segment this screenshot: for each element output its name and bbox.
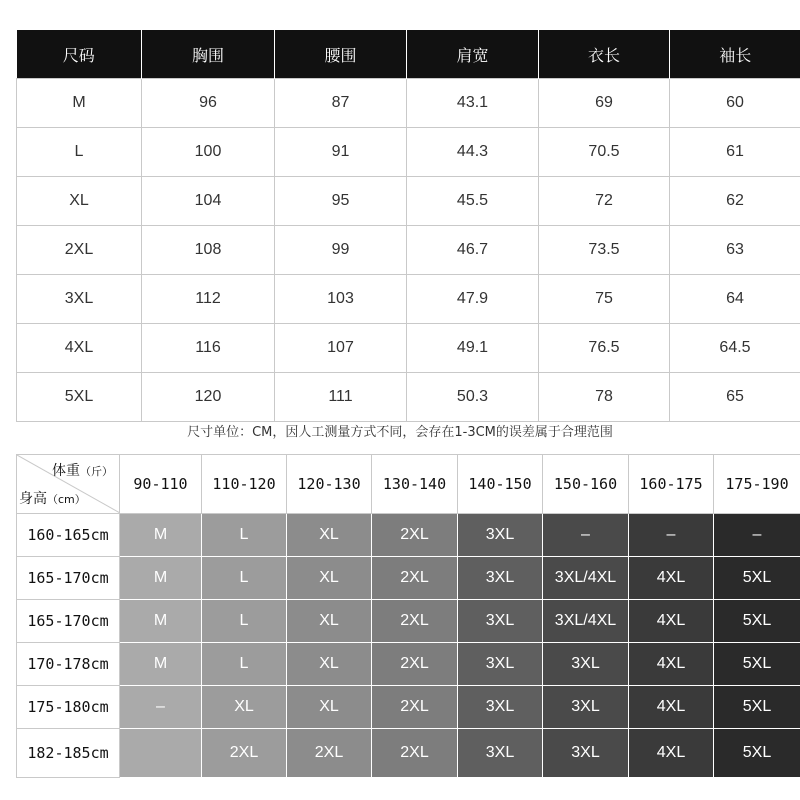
height-unit: （cm） bbox=[47, 493, 86, 506]
rec-table-row bbox=[17, 686, 800, 729]
recommended-size-cell: 5XL bbox=[714, 729, 800, 778]
weight-range-header: 150-160 bbox=[543, 455, 629, 514]
measurement-cell: 96 bbox=[142, 79, 275, 128]
size-recommendation-table bbox=[16, 454, 800, 778]
recommended-size-cell: L bbox=[202, 514, 287, 557]
measurement-cell: 104 bbox=[142, 177, 275, 226]
rec-table-body bbox=[17, 514, 800, 778]
recommended-size-cell: 3XL bbox=[458, 514, 543, 557]
measurement-cell: 103 bbox=[275, 275, 407, 324]
size-col-waist: 腰围 bbox=[275, 30, 407, 79]
size-table-header-row bbox=[17, 30, 800, 79]
recommended-size-cell: 5XL bbox=[714, 643, 800, 686]
recommended-size-cell: 2XL bbox=[372, 686, 458, 729]
recommended-size-cell: 3XL/4XL bbox=[543, 600, 629, 643]
rec-table-row bbox=[17, 514, 800, 557]
height-range-cell: 165-170cm bbox=[17, 557, 120, 600]
size-table-row bbox=[17, 324, 800, 373]
recommended-size-cell: XL bbox=[287, 686, 372, 729]
weight-label-text: 体重 bbox=[52, 463, 80, 479]
measurement-cell: 44.3 bbox=[407, 128, 539, 177]
measurement-cell: 100 bbox=[142, 128, 275, 177]
weight-range-header: 120-130 bbox=[287, 455, 372, 514]
weight-range-header: 160-175 bbox=[629, 455, 714, 514]
size-label-cell: XL bbox=[17, 177, 142, 226]
recommended-size-cell: XL bbox=[202, 686, 287, 729]
rec-table-row bbox=[17, 729, 800, 778]
measurement-cell: 99 bbox=[275, 226, 407, 275]
weight-range-header: 90-110 bbox=[120, 455, 202, 514]
measurement-cell: 50.3 bbox=[407, 373, 539, 422]
recommended-size-cell: 3XL/4XL bbox=[543, 557, 629, 600]
recommended-size-cell: 5XL bbox=[714, 686, 800, 729]
measurement-cell: 70.5 bbox=[539, 128, 670, 177]
measurement-cell: 78 bbox=[539, 373, 670, 422]
size-label-cell: 5XL bbox=[17, 373, 142, 422]
recommended-size-cell: – bbox=[629, 514, 714, 557]
height-range-cell: 165-170cm bbox=[17, 600, 120, 643]
measurement-cell: 72 bbox=[539, 177, 670, 226]
recommended-size-cell: 3XL bbox=[458, 729, 543, 778]
size-table bbox=[16, 30, 800, 422]
measurement-cell: 69 bbox=[539, 79, 670, 128]
measurement-cell: 62 bbox=[670, 177, 800, 226]
recommended-size-cell: 4XL bbox=[629, 600, 714, 643]
recommended-size-cell: 5XL bbox=[714, 600, 800, 643]
size-col-length: 衣长 bbox=[539, 30, 670, 79]
measurement-cell: 76.5 bbox=[539, 324, 670, 373]
height-range-cell: 175-180cm bbox=[17, 686, 120, 729]
height-range-cell: 182-185cm bbox=[17, 729, 120, 778]
recommended-size-cell: M bbox=[120, 557, 202, 600]
weight-unit: （斤） bbox=[80, 465, 113, 478]
measurement-cell: 61 bbox=[670, 128, 800, 177]
rec-table-row bbox=[17, 643, 800, 686]
recommended-size-cell: 3XL bbox=[543, 729, 629, 778]
measurement-cell: 45.5 bbox=[407, 177, 539, 226]
measurement-cell: 107 bbox=[275, 324, 407, 373]
size-label-cell: 3XL bbox=[17, 275, 142, 324]
recommended-size-cell: 3XL bbox=[458, 686, 543, 729]
recommended-size-cell: XL bbox=[287, 557, 372, 600]
size-label-cell: M bbox=[17, 79, 142, 128]
size-col-sleeve: 袖长 bbox=[670, 30, 800, 79]
measurement-cell: 47.9 bbox=[407, 275, 539, 324]
rec-table-row bbox=[17, 557, 800, 600]
recommended-size-cell: 2XL bbox=[372, 600, 458, 643]
recommended-size-cell: 2XL bbox=[372, 729, 458, 778]
measurement-cell: 116 bbox=[142, 324, 275, 373]
recommended-size-cell: L bbox=[202, 557, 287, 600]
recommended-size-cell: 3XL bbox=[543, 643, 629, 686]
size-table-row bbox=[17, 275, 800, 324]
rec-table-row bbox=[17, 600, 800, 643]
measurement-note: 尺寸单位：CM，因人工测量方式不同，会存在1-3CM的误差属于合理范围 bbox=[187, 425, 613, 440]
recommended-size-cell: 2XL bbox=[372, 557, 458, 600]
measurement-cell: 91 bbox=[275, 128, 407, 177]
measurement-cell: 73.5 bbox=[539, 226, 670, 275]
measurement-cell: 108 bbox=[142, 226, 275, 275]
measurement-cell: 95 bbox=[275, 177, 407, 226]
recommended-size-cell: 2XL bbox=[202, 729, 287, 778]
recommended-size-cell: 3XL bbox=[458, 643, 543, 686]
recommended-size-cell: XL bbox=[287, 514, 372, 557]
recommended-size-cell: M bbox=[120, 514, 202, 557]
recommended-size-cell: M bbox=[120, 643, 202, 686]
recommended-size-cell: M bbox=[120, 600, 202, 643]
recommended-size-cell: 4XL bbox=[629, 729, 714, 778]
measurement-cell: 112 bbox=[142, 275, 275, 324]
measurement-cell: 75 bbox=[539, 275, 670, 324]
weight-range-header: 130-140 bbox=[372, 455, 458, 514]
recommended-size-cell: 3XL bbox=[458, 600, 543, 643]
weight-range-header: 110-120 bbox=[202, 455, 287, 514]
measurement-cell: 63 bbox=[670, 226, 800, 275]
measurement-cell: 49.1 bbox=[407, 324, 539, 373]
recommended-size-cell: 3XL bbox=[543, 686, 629, 729]
height-axis-label bbox=[19, 488, 86, 508]
measurement-cell: 64.5 bbox=[670, 324, 800, 373]
recommended-size-cell: 3XL bbox=[458, 557, 543, 600]
size-label-cell: L bbox=[17, 128, 142, 177]
weight-range-header: 175-190 bbox=[714, 455, 800, 514]
height-label-text: 身高 bbox=[19, 491, 47, 507]
recommended-size-cell: L bbox=[202, 600, 287, 643]
measurement-cell: 65 bbox=[670, 373, 800, 422]
height-range-cell: 160-165cm bbox=[17, 514, 120, 557]
size-table-body bbox=[17, 79, 800, 422]
weight-range-header: 140-150 bbox=[458, 455, 543, 514]
measurement-cell: 46.7 bbox=[407, 226, 539, 275]
weight-axis-label bbox=[52, 460, 113, 480]
recommended-size-cell: L bbox=[202, 643, 287, 686]
size-col-size: 尺码 bbox=[17, 30, 142, 79]
size-label-cell: 4XL bbox=[17, 324, 142, 373]
size-label-cell: 2XL bbox=[17, 226, 142, 275]
measurement-cell: 120 bbox=[142, 373, 275, 422]
recommended-size-cell: 4XL bbox=[629, 686, 714, 729]
recommended-size-cell: 2XL bbox=[372, 514, 458, 557]
size-table-row bbox=[17, 373, 800, 422]
recommended-size-cell: – bbox=[543, 514, 629, 557]
height-range-cell: 170-178cm bbox=[17, 643, 120, 686]
size-table-row bbox=[17, 177, 800, 226]
size-table-row bbox=[17, 79, 800, 128]
recommended-size-cell: XL bbox=[287, 600, 372, 643]
measurement-cell: 64 bbox=[670, 275, 800, 324]
recommended-size-cell: – bbox=[120, 686, 202, 729]
recommended-size-cell: 2XL bbox=[372, 643, 458, 686]
size-table-row bbox=[17, 128, 800, 177]
recommended-size-cell: 4XL bbox=[629, 557, 714, 600]
measurement-cell: 111 bbox=[275, 373, 407, 422]
recommended-size-cell: 5XL bbox=[714, 557, 800, 600]
rec-corner-cell bbox=[17, 455, 120, 514]
measurement-cell: 60 bbox=[670, 79, 800, 128]
recommended-size-cell bbox=[120, 729, 202, 778]
recommended-size-cell: XL bbox=[287, 643, 372, 686]
measurement-cell: 43.1 bbox=[407, 79, 539, 128]
recommended-size-cell: – bbox=[714, 514, 800, 557]
recommended-size-cell: 4XL bbox=[629, 643, 714, 686]
recommended-size-cell: 2XL bbox=[287, 729, 372, 778]
size-col-shoulder: 肩宽 bbox=[407, 30, 539, 79]
measurement-cell: 87 bbox=[275, 79, 407, 128]
rec-table-header-row bbox=[17, 455, 800, 514]
size-col-chest: 胸围 bbox=[142, 30, 275, 79]
size-table-row bbox=[17, 226, 800, 275]
